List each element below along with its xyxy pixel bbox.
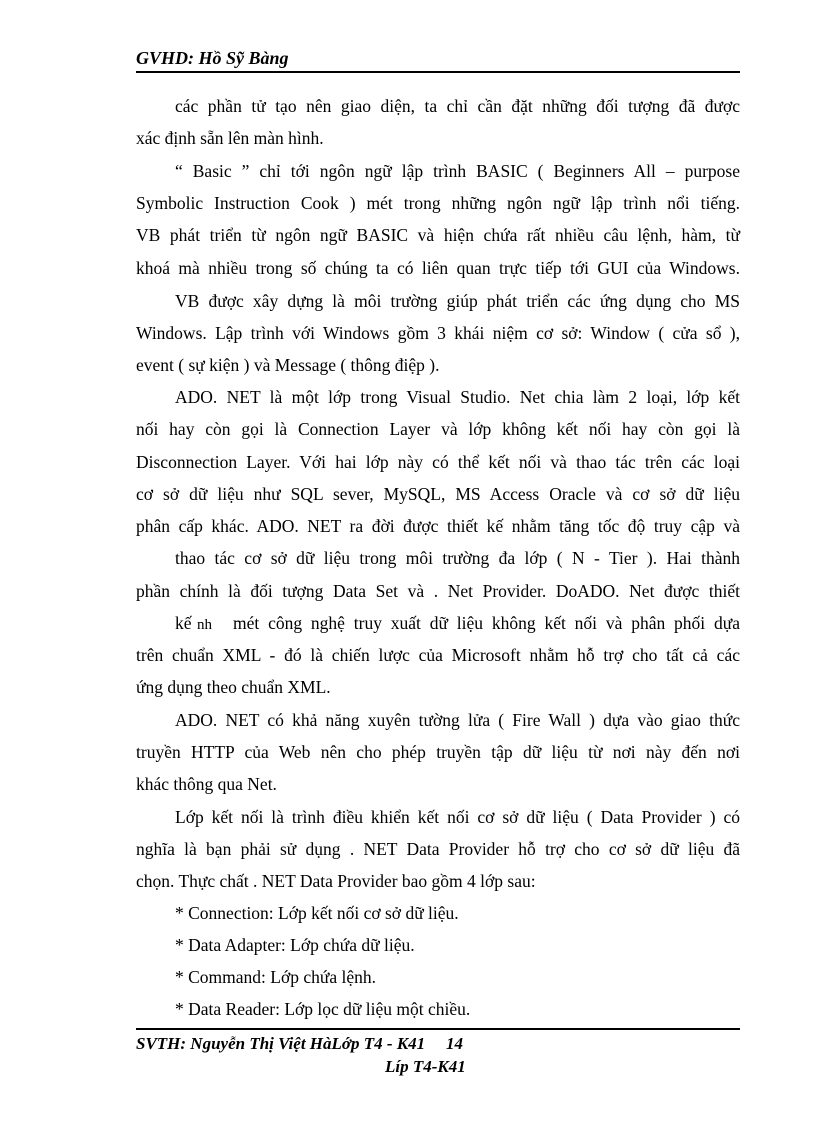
footer-class: Líp T4-K41 bbox=[385, 1057, 466, 1076]
text-line: phân cấp khác. ADO. NET ra đời được thiết kế nhằm tăng tốc độ truy cập và bbox=[136, 516, 740, 536]
footer-rule bbox=[136, 1028, 740, 1030]
text-line: phần chính là đối tượng Data Set và . Net Provider. DoADO. Net được thiết bbox=[136, 581, 740, 601]
text-line: ADO. NET là một lớp trong Visual Studio. Net chia làm 2 loại, lớp kết bbox=[175, 387, 740, 407]
text-line: cơ sở dữ liệu như SQL sever, MySQL, MS Access Oracle và cơ sở dữ liệu bbox=[136, 484, 740, 504]
text-line: ứng dụng theo chuẩn XML. bbox=[136, 677, 331, 697]
text-line: các phần tử tạo nên giao diện, ta chỉ cần đặt những đối tượng đã được bbox=[175, 96, 740, 116]
header-rule bbox=[136, 71, 740, 73]
text-line: * Data Reader: Lớp lọc dữ liệu một chiều. bbox=[175, 999, 471, 1019]
text-line: nối hay còn gọi là Connection Layer và lớp không kết nối hay còn gọi là bbox=[136, 419, 740, 439]
text-fragment: nh bbox=[197, 617, 212, 633]
text-line: Windows. Lập trình với Windows gồm 3 khái niệm cơ sở: Window ( cửa sổ ), bbox=[136, 323, 740, 343]
text-line: truyền HTTP của Web nên cho phép truyền tập dữ liệu từ nơi này đến nơi bbox=[136, 742, 740, 762]
text-line: VB được xây dựng là môi trường giúp phát triển các ứng dụng cho MS bbox=[175, 291, 740, 311]
text-line: “ Basic ” chỉ tới ngôn ngữ lập trình BASIC ( Beginners All – purpose bbox=[175, 161, 740, 181]
text-line: Symbolic Instruction Cook ) mét trong những ngôn ngữ lập trình nổi tiếng. bbox=[136, 193, 740, 213]
text-line: khác thông qua Net. bbox=[136, 774, 277, 794]
text-line: Lớp kết nối là trình điều khiển kết nối cơ sở dữ liệu ( Data Provider ) có bbox=[175, 807, 740, 827]
text-line: chọn. Thực chất . NET Data Provider bao gồm 4 lớp sau: bbox=[136, 871, 536, 891]
text-line: VB phát triển từ ngôn ngữ BASIC và hiện chứa rất nhiều câu lệnh, hàm, từ bbox=[136, 225, 740, 245]
text-line: khoá mà nhiều trong số chúng ta có liên quan trực tiếp tới GUI của Windows. bbox=[136, 258, 740, 278]
text-line: ADO. NET có khả năng xuyên tường lửa ( Fire Wall ) dựa vào giao thức bbox=[175, 710, 740, 730]
text-line: nghĩa là bạn phải sử dụng . NET Data Provider hỗ trợ cho cơ sở dữ liệu đã bbox=[136, 839, 740, 859]
text-line: event ( sự kiện ) và Message ( thông điệp ). bbox=[136, 355, 440, 375]
text-line: xác định sẵn lên màn hình. bbox=[136, 128, 324, 148]
text-line: trên chuẩn XML - đó là chiến lược của Microsoft nhằm hỗ trợ cho tất cả các bbox=[136, 645, 740, 665]
text-line: kế bbox=[175, 613, 192, 633]
footer-author: SVTH: Nguyễn Thị Việt HàLớp T4 - K41 bbox=[136, 1034, 426, 1053]
text-line: mét công nghệ truy xuất dữ liệu không kết nối và phân phối dựa bbox=[233, 613, 740, 633]
text-line: thao tác cơ sở dữ liệu trong môi trường đa lớp ( N - Tier ). Hai thành bbox=[175, 548, 740, 568]
page-header: GVHD: Hồ Sỹ Bàng bbox=[136, 48, 289, 68]
page-number: 14 bbox=[446, 1034, 463, 1053]
text-line: Disconnection Layer. Với hai lớp này có thể kết nối và thao tác trên các loại bbox=[136, 452, 740, 472]
text-line: * Data Adapter: Lớp chứa dữ liệu. bbox=[175, 935, 415, 955]
text-line: * Command: Lớp chứa lệnh. bbox=[175, 967, 376, 987]
text-line: * Connection: Lớp kết nối cơ sở dữ liệu. bbox=[175, 903, 459, 923]
